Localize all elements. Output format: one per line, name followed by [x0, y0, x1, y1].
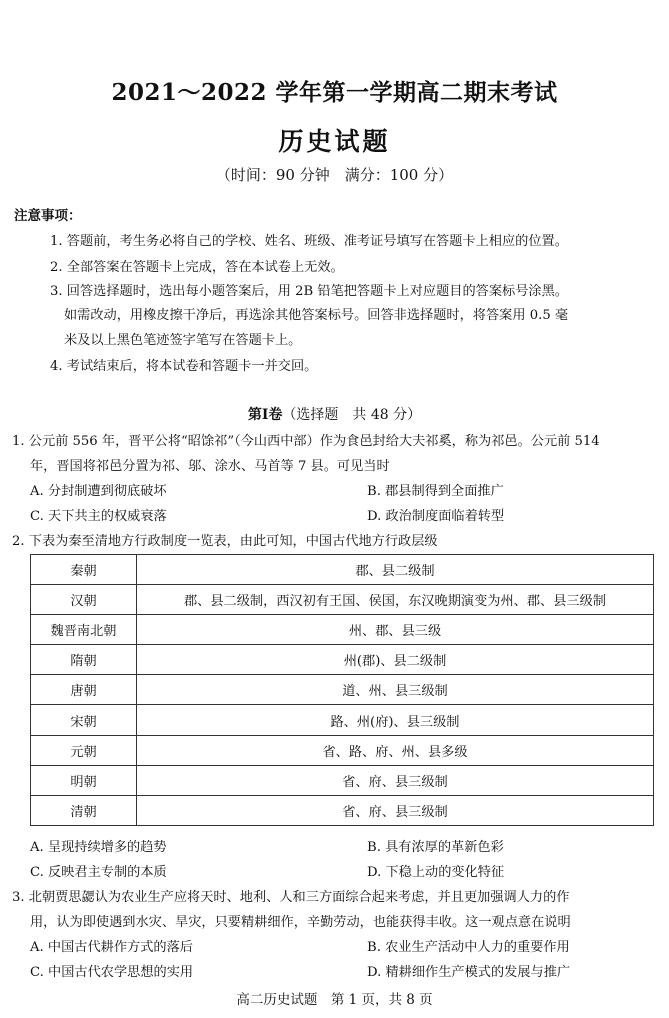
system-cell: 道、州、县三级制	[137, 675, 654, 705]
table-row	[31, 585, 654, 615]
q1-stem-line2: 年，晋国将祁邑分置为祁、邬、涂水、马首等 7 县。可见当时	[30, 459, 390, 474]
section-heading	[0, 404, 669, 424]
table-row	[31, 795, 654, 825]
q1-option-d: D. 政治制度面临着转型	[367, 509, 505, 524]
q3-stem-line1: 3. 北朝贾思勰认为农业生产应将天时、地利、人和三方面综合起来考虑，并且更加强调人力的作	[12, 890, 570, 905]
q1-option-c: C. 天下共主的权威衰落	[30, 509, 167, 524]
section-subtitle: （选择题 共 48 分）	[282, 407, 422, 423]
q1-option-b: B. 郡县制得到全面推广	[367, 484, 504, 499]
dynasty-table	[30, 554, 654, 826]
q2-option-a: A. 呈现持续增多的趋势	[30, 840, 167, 855]
table-row	[31, 705, 654, 735]
system-cell: 郡、县二级制，西汉初有王国、侯国，东汉晚期演变为州、郡、县三级制	[137, 585, 654, 615]
table-row	[31, 735, 654, 765]
system-cell: 州(郡)、县二级制	[137, 645, 654, 675]
notice-line: 如需改动，用橡皮擦干净后，再选涂其他答案标号。回答非选择题时，将答案用 0.5 毫	[64, 308, 569, 323]
dynasty-cell: 明朝	[31, 765, 137, 795]
notice-heading: 注意事项：	[14, 208, 82, 224]
system-cell: 路、州(府)、县三级制	[137, 705, 654, 735]
table-row	[31, 675, 654, 705]
q3-option-c: C. 中国古代农学思想的实用	[30, 965, 194, 980]
system-cell: 省、府、县三级制	[137, 765, 654, 795]
table-row	[31, 765, 654, 795]
notice-line: 2. 全部答案在答题卡上完成，答在本试卷上无效。	[50, 260, 344, 275]
q1-option-a: A. 分封制遭到彻底破坏	[30, 484, 167, 499]
q3-option-b: B. 农业生产活动中人力的重要作用	[367, 940, 570, 955]
table-row	[31, 645, 654, 675]
dynasty-cell: 隋朝	[31, 645, 137, 675]
dynasty-cell: 魏晋南北朝	[31, 615, 137, 645]
q3-stem-line2: 用，认为即使遇到水灾、旱灾，只要精耕细作，辛勤劳动，也能获得丰收。这一观点意在说明	[30, 915, 571, 930]
dynasty-cell: 汉朝	[31, 585, 137, 615]
q2-option-b: B. 具有浓厚的革新色彩	[367, 840, 504, 855]
page-footer: 高二历史试题 第 1 页，共 8 页	[236, 992, 433, 1008]
q2-option-d: D. 下稳上动的变化特征	[367, 865, 505, 880]
notice-line: 米及以上黑色笔迹签字笔写在答题卡上。	[64, 333, 302, 348]
time-info: （时间：90 分钟 满分：100 分）	[215, 166, 454, 184]
exam-title: 2021～2022 学年第一学期高二期末考试	[111, 79, 558, 106]
dynasty-cell: 清朝	[31, 795, 137, 825]
table-row	[31, 555, 654, 585]
system-cell: 郡、县二级制	[137, 555, 654, 585]
q3-option-d: D. 精耕细作生产模式的发展与推广	[367, 965, 571, 980]
notice-line: 3. 回答选择题时，选出每小题答案后，用 2B 铅笔把答题卡上对应题目的答案标号涂黑。	[50, 284, 568, 299]
subject-title: 历史试题	[278, 127, 391, 156]
q1-stem-line1: 1. 公元前 556 年，晋平公将“昭馀祁”（今山西中部）作为食邑封给大夫祁奚，称为祁邑。公元前 514	[12, 434, 600, 449]
dynasty-cell: 元朝	[31, 735, 137, 765]
system-cell: 州、郡、县三级	[137, 615, 654, 645]
dynasty-cell: 秦朝	[31, 555, 137, 585]
table-row	[31, 615, 654, 645]
notice-line: 1. 答题前，考生务必将自己的学校、姓名、班级、准考证号填写在答题卡上相应的位置。	[50, 234, 568, 249]
q2-option-c: C. 反映君主专制的本质	[30, 865, 167, 880]
section-title: 第Ⅰ卷	[247, 407, 283, 423]
q3-option-a: A. 中国古代耕作方式的落后	[30, 940, 193, 955]
dynasty-cell: 宋朝	[31, 705, 137, 735]
notice-line: 4. 考试结束后，将本试卷和答题卡一并交回。	[50, 359, 318, 374]
q2-stem: 2. 下表为秦至清地方行政制度一览表，由此可知，中国古代地方行政层级	[12, 534, 438, 549]
system-cell: 省、路、府、州、县多级	[137, 735, 654, 765]
dynasty-cell: 唐朝	[31, 675, 137, 705]
system-cell: 省、府、县三级制	[137, 795, 654, 825]
